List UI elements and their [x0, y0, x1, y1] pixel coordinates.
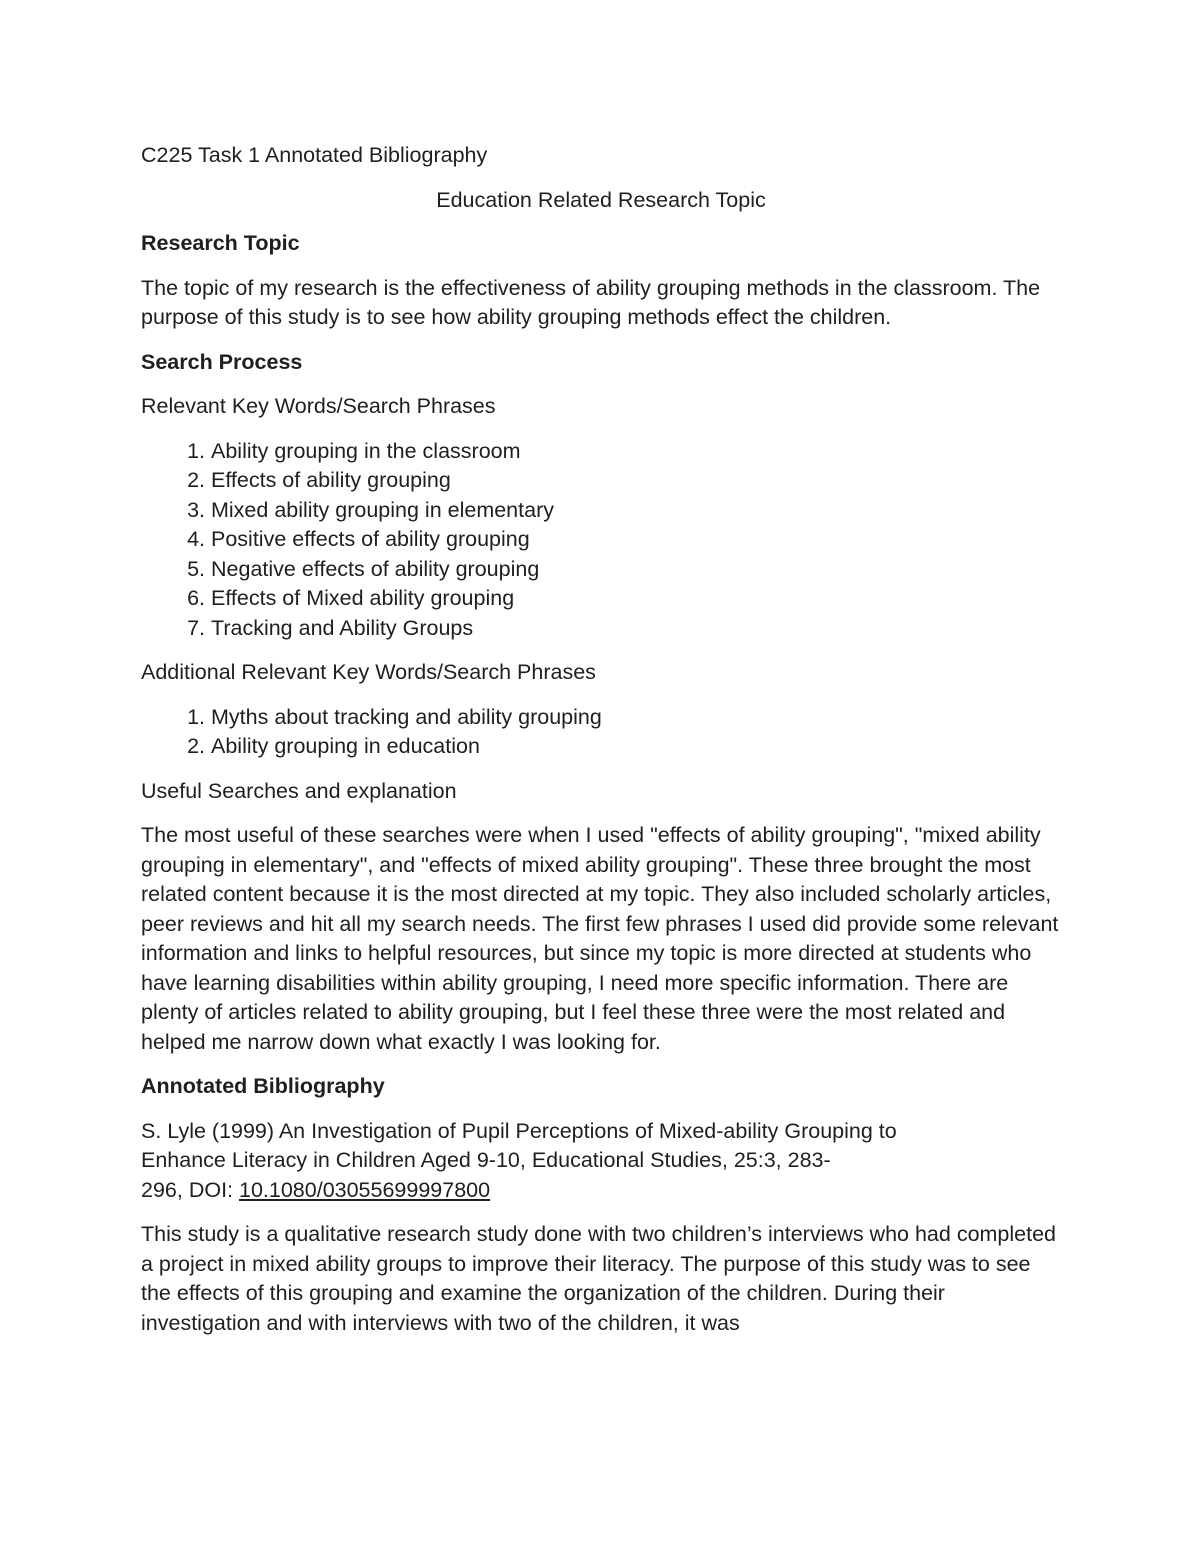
citation [141, 1117, 1061, 1206]
annotation-paragraph: This study is a qualitative research study done with two children’s interviews who had completed a project in mixed ability groups to improve their literacy. The purpose of this study was to see the effects of this grouping and examine the organization of the children. During their investigation and with interviews with two of the children, it was [141, 1222, 1057, 1335]
citation-line: Enhance Literacy in Children Aged 9-10, Educational Studies, 25:3, 283- [141, 1148, 831, 1172]
list-item: 7. Tracking and Ability Groups [211, 614, 1061, 644]
doi-link[interactable]: 10.1080/03055699997800 [239, 1177, 491, 1202]
list-item: 4. Positive effects of ability grouping [211, 525, 1061, 555]
research-topic-paragraph: The topic of my research is the effectiveness of ability grouping methods in the classroom. The purpose of this study is to see how ability grouping methods effect the children. [141, 275, 1041, 329]
list-item: 5. Negative effects of ability grouping [211, 555, 1061, 585]
additional-keywords-list [141, 703, 1061, 762]
keywords-label: Relevant Key Words/Search Phrases [141, 394, 496, 418]
document-page [141, 141, 1061, 1353]
list-item: 6. Effects of Mixed ability grouping [211, 584, 1061, 614]
list-item: 2. Effects of ability grouping [211, 466, 1061, 496]
list-item: 3. Mixed ability grouping in elementary [211, 496, 1061, 526]
additional-keywords-label: Additional Relevant Key Words/Search Phrases [141, 660, 596, 684]
citation-line: 296, DOI: [141, 1177, 239, 1202]
heading-annotated-bibliography: Annotated Bibliography [141, 1074, 385, 1098]
heading-research-topic: Research Topic [141, 231, 300, 255]
useful-searches-label: Useful Searches and explanation [141, 778, 457, 803]
keywords-list [141, 437, 1061, 644]
document-title: C225 Task 1 Annotated Bibliography [141, 143, 488, 167]
useful-searches-paragraph: The most useful of these searches were when I used "effects of ability grouping", "mixed ability grouping in elementary", and "effects of mixed ability grouping". These three brought the most related content because it is the most directed at my topic. They also included scholarly articles, peer reviews and hit all my search needs. The first few phrases I used did provide some relevant information and links to helpful resources, but since my topic is more directed at students who have learning disabilities within ability grouping, I need more specific information. There are plenty of articles related to ability grouping, but I feel these three were the most related and helped me narrow down what exactly I was looking for. [141, 823, 1059, 1054]
citation-line: S. Lyle (1999) An Investigation of Pupil Perceptions of Mixed-ability Grouping to [141, 1118, 897, 1143]
list-item: 2. Ability grouping in education [211, 732, 1061, 762]
heading-search-process: Search Process [141, 349, 303, 374]
list-item: 1. Ability grouping in the classroom [211, 437, 1061, 467]
document-subtitle: Education Related Research Topic [436, 187, 766, 212]
list-item: 1. Myths about tracking and ability grouping [211, 703, 1061, 733]
